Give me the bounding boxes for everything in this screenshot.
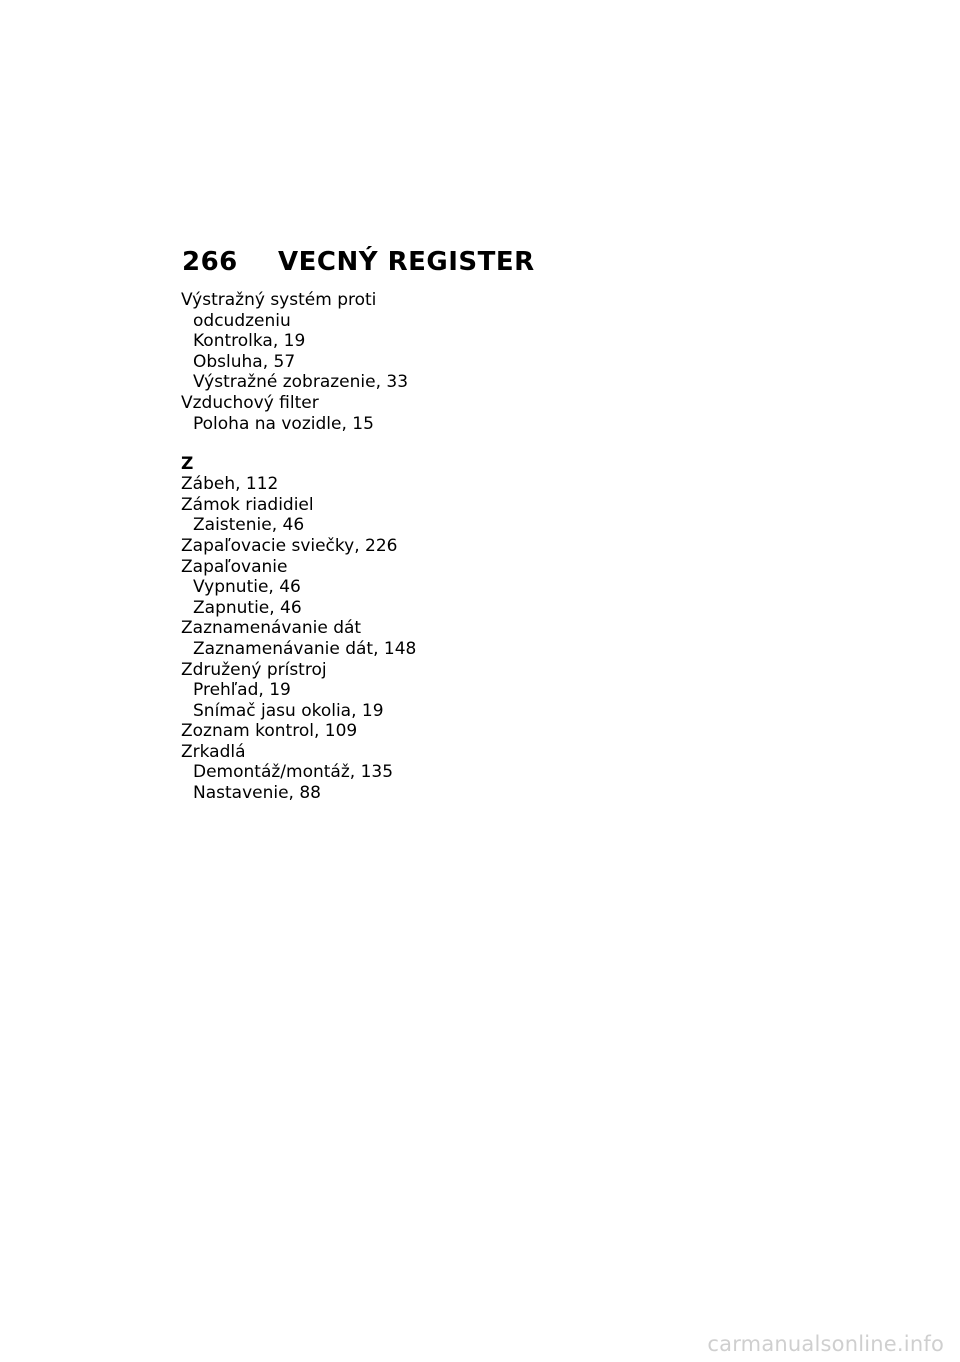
index-subentry: Poloha na vozidle, 15 bbox=[193, 413, 374, 434]
index-subentry: Výstražné zobrazenie, 33 bbox=[193, 372, 409, 393]
index-entry: Zábeh, 112 bbox=[181, 474, 279, 495]
index-subentry: Vypnutie, 46 bbox=[193, 577, 301, 598]
index-entry: Výstražný systém proti bbox=[181, 290, 377, 310]
index-entry: Zámok riadidiel bbox=[181, 494, 314, 515]
page-header bbox=[182, 244, 535, 280]
index-subentry: Demontáž/montáž, 135 bbox=[193, 762, 394, 783]
page-number: 266 bbox=[182, 247, 238, 277]
index-entry: Vzduchový filter bbox=[181, 392, 319, 413]
index-subentry: Snímač jasu okolia, 19 bbox=[193, 700, 384, 721]
index-list bbox=[181, 290, 601, 804]
index-entry: Zaznamenávanie dát bbox=[181, 618, 362, 639]
index-subentry: Zaznamenávanie dát, 148 bbox=[193, 638, 417, 659]
watermark: carmanualsonline.info bbox=[707, 1332, 944, 1356]
index-subentry: Obsluha, 57 bbox=[193, 351, 296, 372]
index-letter-heading: Z bbox=[181, 454, 194, 475]
index-entry: Združený prístroj bbox=[181, 659, 327, 680]
index-entry: Zapaľovacie sviečky, 226 bbox=[181, 535, 398, 556]
page-title: VECNÝ REGISTER bbox=[278, 247, 535, 277]
index-subentry: Zaistenie, 46 bbox=[193, 515, 305, 536]
index-entry: Zrkadlá bbox=[181, 741, 246, 762]
index-subentry: Zapnutie, 46 bbox=[193, 597, 302, 618]
index-entry-continuation: odcudzeniu bbox=[193, 310, 291, 331]
index-subentry: Kontrolka, 19 bbox=[193, 331, 306, 352]
index-subentry: Nastavenie, 88 bbox=[193, 783, 321, 804]
index-entry: Zapaľovanie bbox=[181, 556, 288, 577]
index-entry: Zoznam kontrol, 109 bbox=[181, 721, 358, 742]
index-subentry: Prehľad, 19 bbox=[193, 680, 291, 701]
